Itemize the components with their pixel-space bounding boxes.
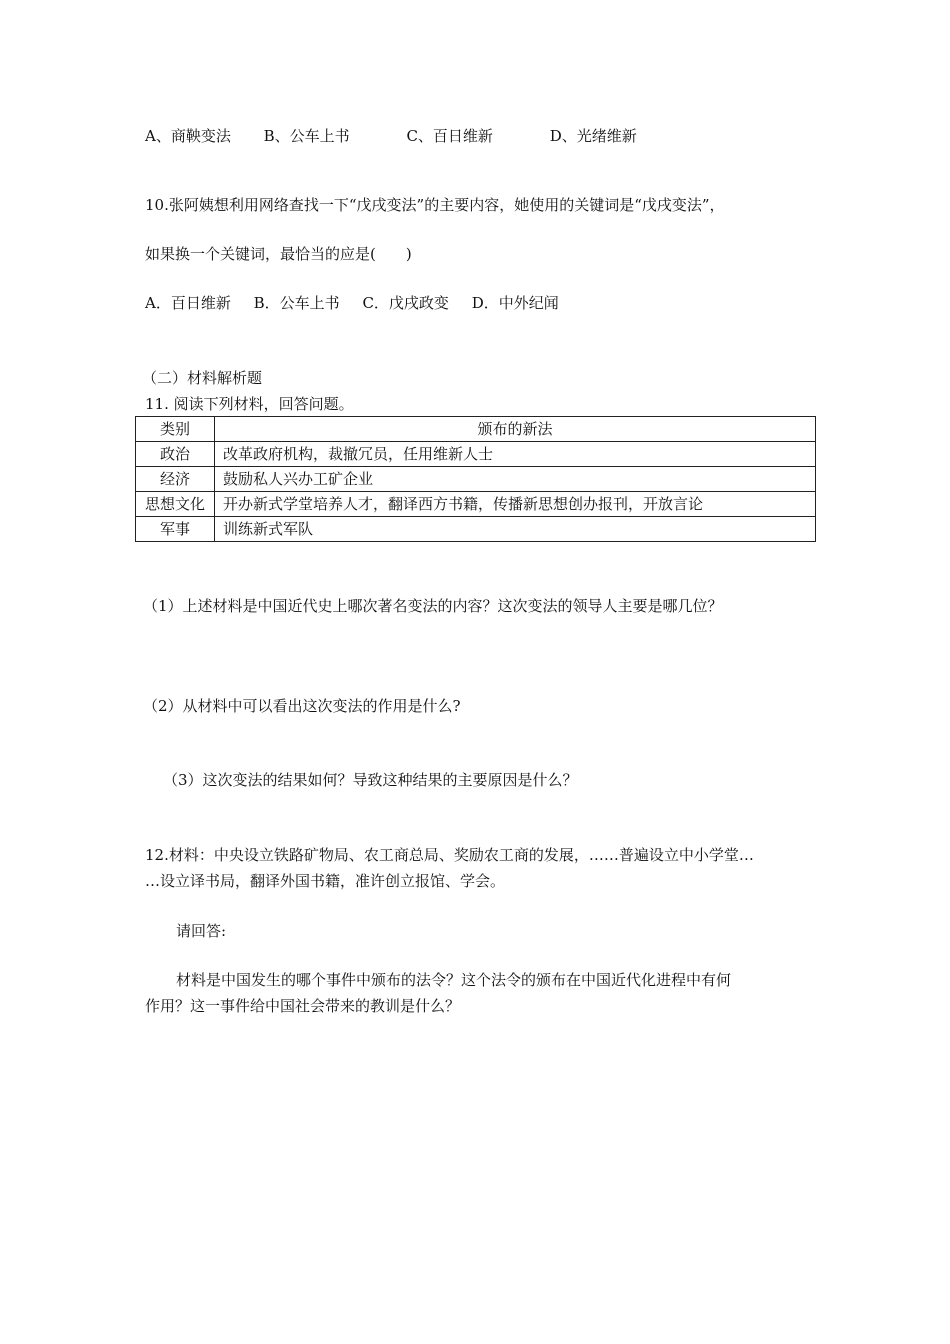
q12-question-line1: 材料是中国发生的哪个事件中颁布的法令？这个法令的颁布在中国近代化进程中有何 [176, 971, 732, 989]
q10-option-b: B．公车上书 [253, 294, 340, 312]
q9-option-d: D、光绪维新 [549, 127, 637, 145]
table-row [136, 517, 816, 542]
material-table [135, 416, 816, 542]
q11-sub-question-3: （3）这次变法的结果如何？导致这种结果的主要原因是什么？ [163, 771, 578, 789]
table-cell-law: 鼓励私人兴办工矿企业 [215, 467, 816, 492]
q9-option-b: B、公车上书 [263, 127, 350, 145]
table-row [136, 442, 816, 467]
q12-material-line2: …设立译书局，翻译外国书籍，准许创立报馆、学会。 [145, 872, 506, 890]
q12-question-line2: 作用？这一事件给中国社会带来的教训是什么？ [145, 997, 461, 1015]
table-header-category: 类别 [136, 417, 215, 442]
q9-options [145, 126, 665, 146]
table-cell-law: 开办新式学堂培养人才，翻译西方书籍，传播新思想创办报刊，开放言论 [215, 492, 816, 517]
q10-stem-line2: 如果换一个关键词，最恰当的应是( ) [145, 245, 412, 263]
section-heading: （二）材料解析题 [142, 369, 263, 387]
q11-sub-question-1: （1）上述材料是中国近代史上哪次著名变法的内容？这次变法的领导人主要是哪几位？ [143, 597, 723, 615]
q10-option-c: C．戊戌政变 [362, 294, 449, 312]
table-cell-category: 军事 [136, 517, 215, 542]
table-row [136, 492, 816, 517]
table-row [136, 467, 816, 492]
q10-option-a: A．百日维新 [145, 294, 231, 312]
q11-sub-question-2: （2）从材料中可以看出这次变法的作用是什么? [143, 697, 461, 715]
table-header-law: 颁布的新法 [215, 417, 816, 442]
q10-options [145, 293, 577, 313]
q12-material-line1: 12.材料：中央设立铁路矿物局、农工商总局、奖励农工商的发展，……普遍设立中小学堂… [145, 846, 754, 864]
table-cell-law: 训练新式军队 [215, 517, 816, 542]
q10-option-d: D．中外纪闻 [471, 294, 559, 312]
table-cell-category: 思想文化 [136, 492, 215, 517]
table-cell-law: 改革政府机构，裁撤冗员，任用维新人士 [215, 442, 816, 467]
table-header-row [136, 417, 816, 442]
q9-option-a: A、商鞅变法 [145, 127, 231, 145]
q9-option-c: C、百日维新 [406, 127, 493, 145]
table-cell-category: 经济 [136, 467, 215, 492]
q10-stem-line1: 10.张阿姨想利用网络查找一下“戊戌变法”的主要内容，她使用的关键词是“戊戌变法”， [145, 196, 725, 214]
q12-prompt: 请回答: [176, 922, 227, 940]
q11-intro: 11. 阅读下列材料，回答问题。 [145, 395, 354, 413]
table-cell-category: 政治 [136, 442, 215, 467]
